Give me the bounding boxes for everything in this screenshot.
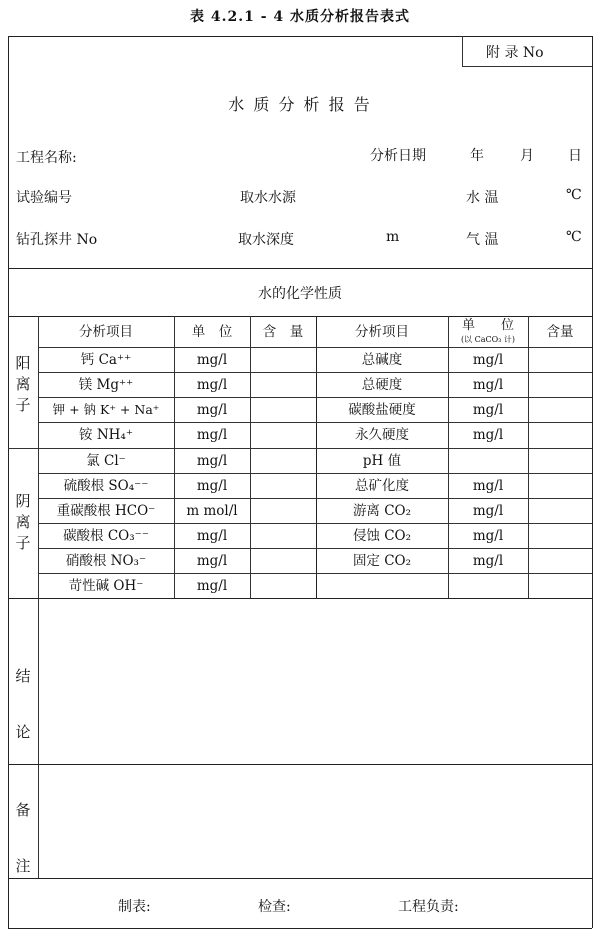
borehole-label: 钻孔探井 No	[16, 232, 98, 248]
report-title: 水 质 分 析 报 告	[228, 95, 372, 114]
table-row-unit: mg/l	[472, 553, 504, 569]
table-row-unit: mg/l	[472, 528, 504, 544]
table-row-item: 硝酸根 NO₃⁻	[65, 553, 147, 569]
month-label: 月	[520, 148, 534, 164]
header-unit: 单 位	[191, 324, 233, 340]
table-row-item: 碳酸根 CO₃⁻⁻	[63, 528, 149, 544]
table-row-item	[316, 574, 448, 598]
year-label: 年	[470, 148, 484, 164]
table-row-unit: mg/l	[472, 427, 504, 443]
water-depth-label: 取水深度	[238, 232, 294, 248]
appendix-label: 附 录 No	[486, 45, 544, 61]
table-row-item: 侵蚀 CO₂	[352, 528, 412, 544]
table-row-unit: mg/l	[196, 352, 228, 368]
header-content: 含 量	[262, 324, 304, 340]
table-row-unit: mg/l	[196, 402, 228, 418]
air-temp-label: 气 温	[466, 232, 499, 248]
table-row-unit: mg/l	[472, 478, 504, 494]
table-caption: 表 4.2.1 - 4 水质分析报告表式	[189, 9, 411, 25]
checked-by-label: 检查:	[258, 899, 291, 915]
conclusion-label: 结 论	[15, 667, 31, 741]
table-row-item: 总硬度	[361, 377, 403, 393]
table-row-item: 总矿化度	[355, 478, 409, 494]
water-source-label: 取水水源	[240, 190, 296, 206]
analysis-date-label: 分析日期	[370, 148, 426, 164]
table-row-unit: mg/l	[196, 478, 228, 494]
table-row-unit	[448, 449, 528, 473]
table-row-item: 硫酸根 SO₄⁻⁻	[63, 478, 149, 494]
table-row-unit: mg/l	[196, 453, 228, 469]
table-row-item: 碳酸盐硬度	[348, 402, 416, 418]
cation-label: 阳 离 子	[15, 354, 31, 414]
table-row-unit: m mol/l	[186, 503, 238, 519]
table-row-item: 固定 CO₂	[352, 553, 412, 569]
table-row-unit: mg/l	[196, 528, 228, 544]
prepared-by-label: 制表:	[118, 899, 151, 915]
table-row-unit: mg/l	[472, 503, 504, 519]
air-temp-unit: ℃	[566, 229, 582, 245]
remark-label: 备 注	[15, 801, 31, 875]
table-row-unit: mg/l	[196, 578, 228, 594]
table-row-item: 永久硬度	[355, 427, 409, 443]
table-row-item: 苛性碱 OH⁻	[68, 578, 144, 594]
test-no-label: 试验编号	[16, 190, 72, 206]
header-item-2: 分析项目	[355, 324, 409, 340]
table-row-item: 钙 Ca⁺⁺	[80, 352, 132, 368]
table-row-unit: mg/l	[196, 377, 228, 393]
project-name-label: 工程名称:	[16, 150, 77, 166]
depth-unit: m	[386, 229, 400, 245]
table-row-item: 重碳酸根 HCO⁻	[56, 503, 156, 519]
table-row-unit: mg/l	[196, 553, 228, 569]
section-title: 水的化学性质	[258, 286, 342, 302]
table-row-item: 氯 Cl⁻	[86, 453, 126, 469]
table-row-item: 钾 + 钠 K⁺ + Na⁺	[52, 402, 160, 417]
water-temp-label: 水 温	[466, 190, 499, 206]
engineer-label: 工程负责:	[398, 899, 459, 915]
day-label: 日	[568, 148, 582, 164]
header-unit-2-note: (以 CaCO₃ 计)	[460, 335, 516, 344]
water-temp-unit: ℃	[566, 187, 582, 203]
table-row-item: pH 值	[362, 453, 402, 469]
header-unit-2: 单 位	[461, 318, 514, 333]
table-row-item: 铵 NH₄⁺	[79, 427, 133, 443]
header-content-2: 含量	[546, 324, 574, 340]
anion-label: 阴 离 子	[15, 492, 31, 552]
table-row-unit: mg/l	[196, 427, 228, 443]
table-row-item: 镁 Mg⁺⁺	[78, 377, 134, 393]
table-row-item: 游离 CO₂	[352, 503, 412, 519]
table-row-unit: mg/l	[472, 377, 504, 393]
header-item: 分析项目	[79, 324, 133, 340]
table-row-unit	[448, 574, 528, 598]
table-row-unit: mg/l	[472, 402, 504, 418]
table-row-item: 总碱度	[361, 352, 403, 368]
table-row-unit: mg/l	[472, 352, 504, 368]
